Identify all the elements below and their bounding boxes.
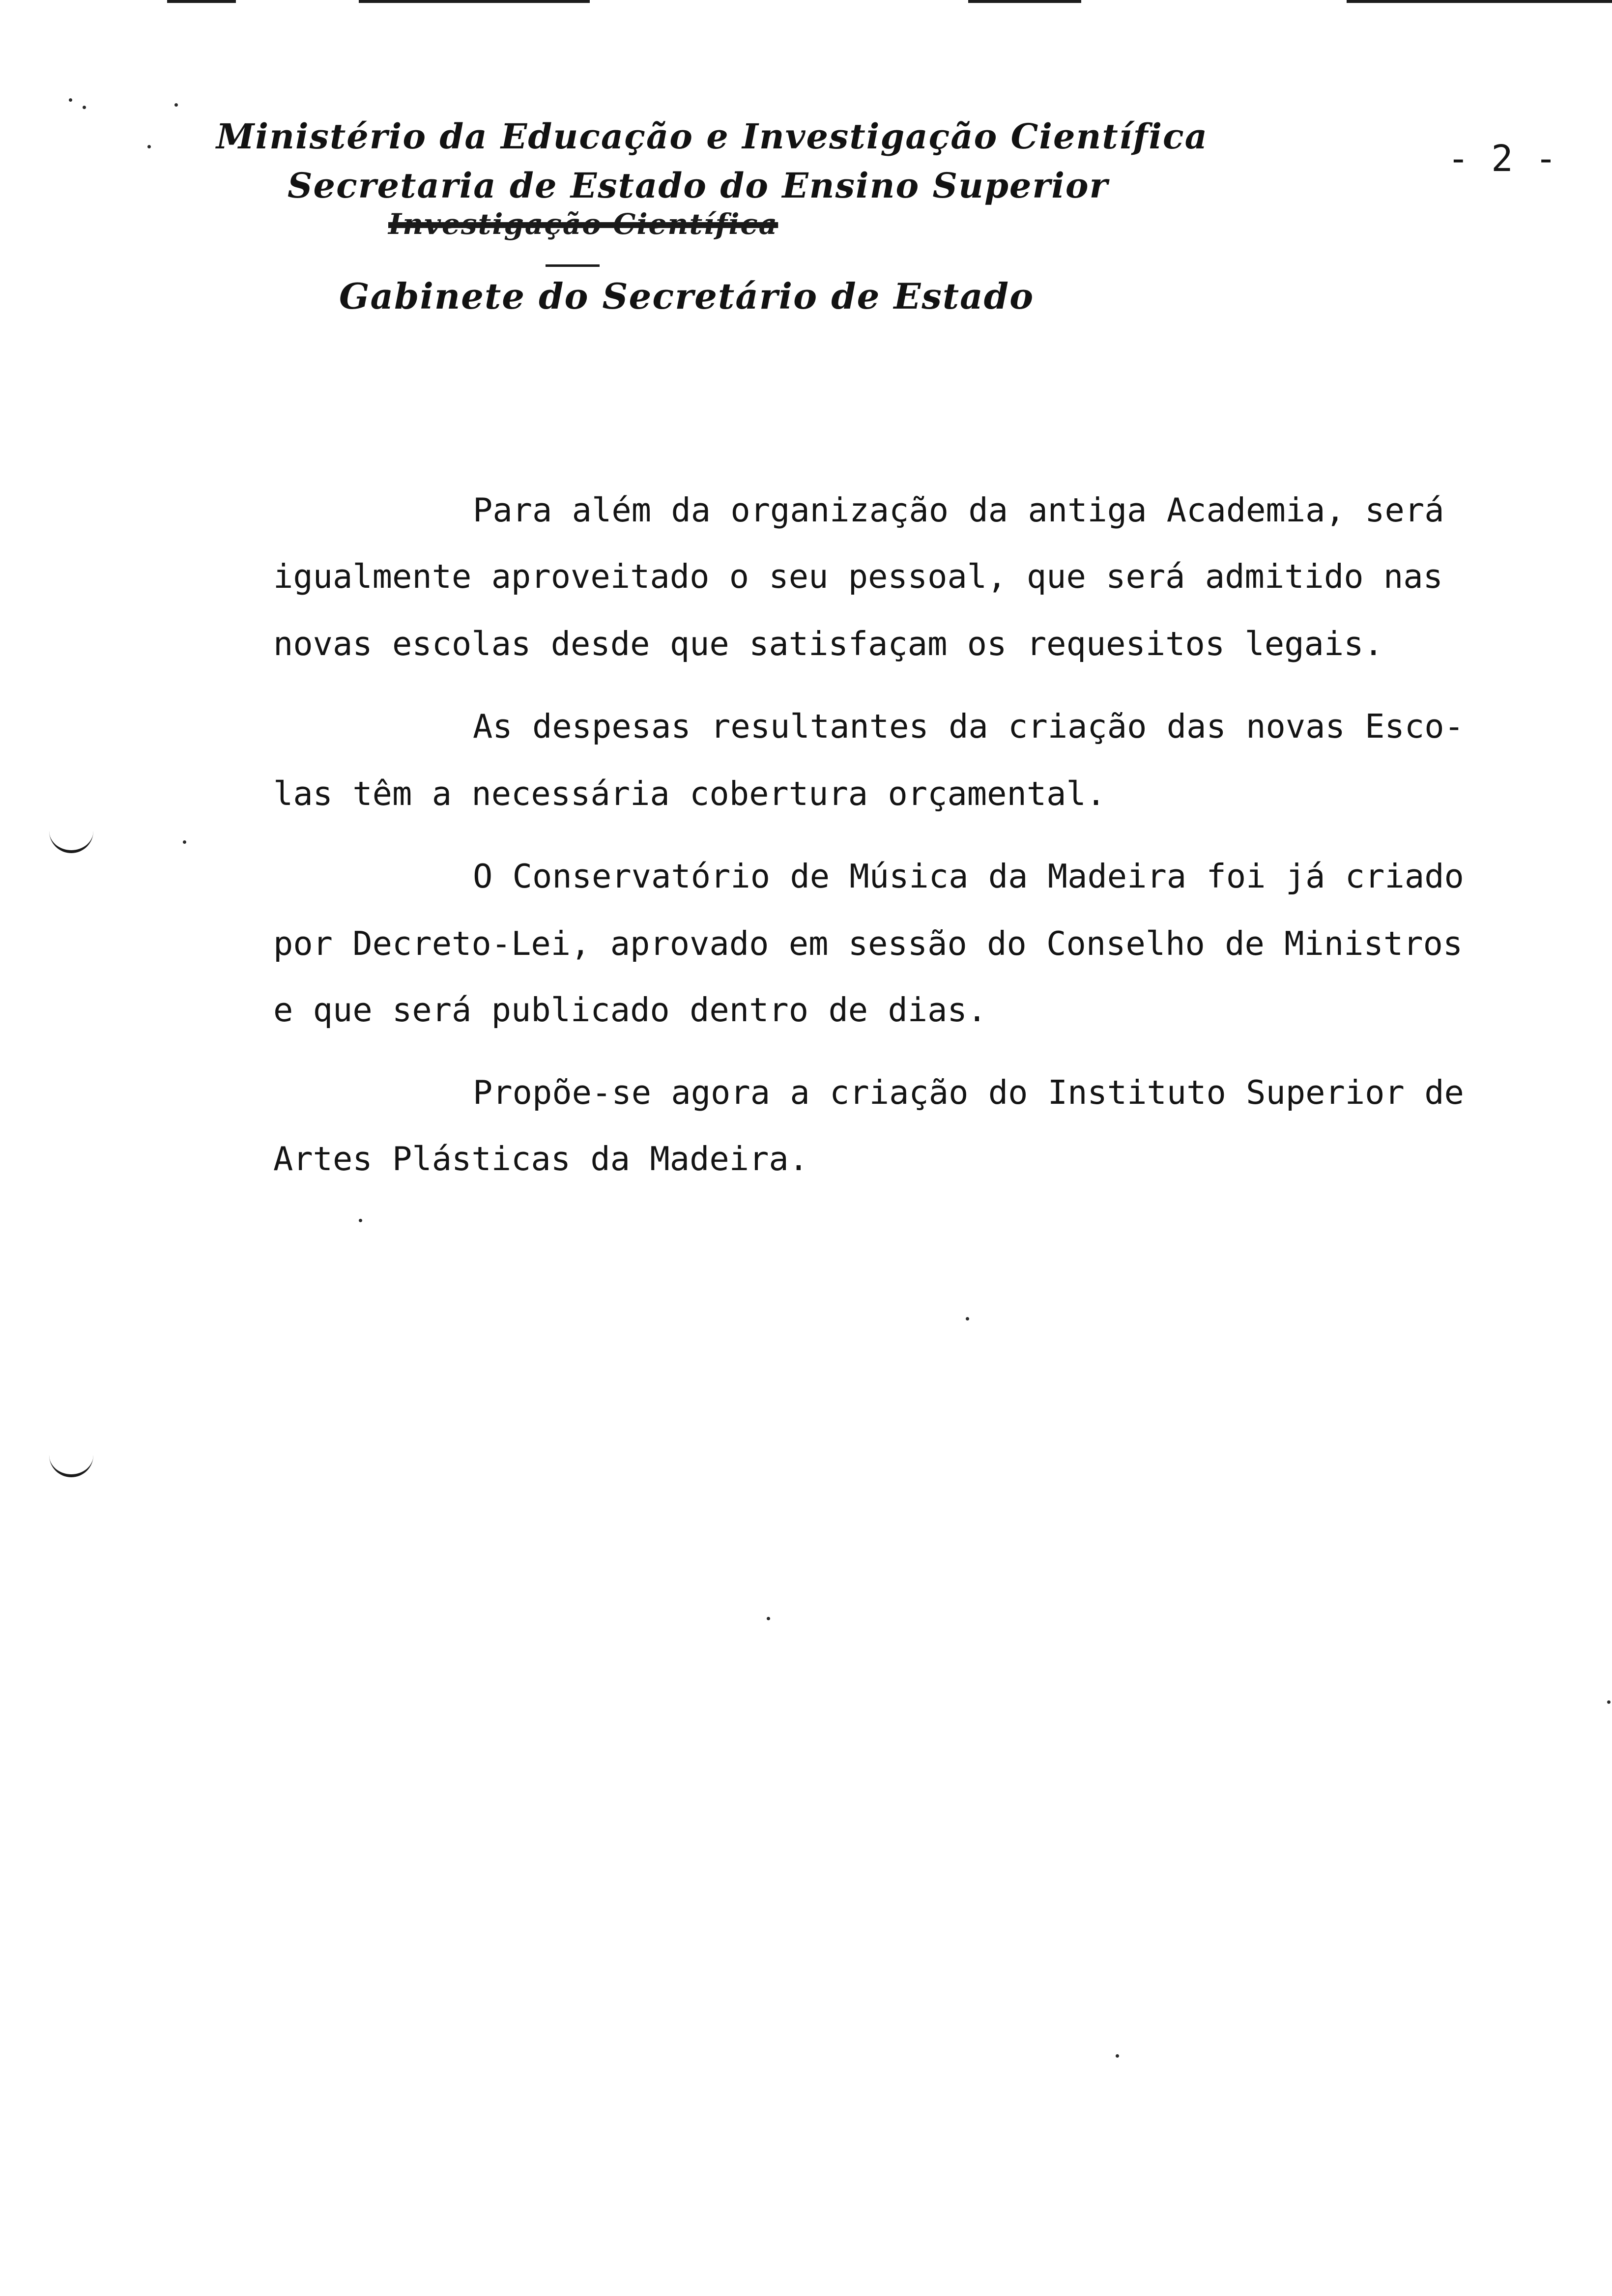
scan-speck: [147, 145, 151, 148]
scan-speck: [183, 840, 186, 844]
scan-speck: [767, 1617, 770, 1620]
body-line: las têm a necessária cobertura orçamental.: [273, 775, 1106, 813]
scan-speck: [83, 106, 86, 109]
body-line: novas escolas desde que satisfaçam os requesitos legais.: [273, 625, 1383, 663]
body-line: Artes Plásticas da Madeira.: [273, 1140, 809, 1178]
body-line: e que será publicado dentro de dias.: [273, 991, 987, 1029]
scan-speck: [1116, 2054, 1119, 2058]
margin-tick-mark: [49, 1455, 93, 1477]
body-line: Propõe-se agora a criação do Instituto Superior de: [473, 1073, 1464, 1112]
body-line: As despesas resultantes da criação das novas Esco-: [473, 707, 1464, 746]
body-line: O Conservatório de Música da Madeira foi já criado: [473, 857, 1464, 895]
scan-speck: [69, 98, 72, 102]
margin-tick-mark: [49, 831, 93, 853]
page-number: - 2 -: [1447, 138, 1557, 180]
scan-edge-mark: [1347, 0, 1612, 3]
body-line: igualmente aproveitado o seu pessoal, que será admitido nas: [273, 557, 1443, 596]
scan-speck: [359, 1219, 362, 1222]
letterhead-gabinete: Gabinete do Secretário de Estado: [339, 275, 1035, 317]
letterhead-struck-line: Investigação Científica: [388, 207, 778, 241]
scan-edge-mark: [167, 0, 236, 3]
letterhead-secretaria: Secretaria de Estado do Ensino Superior: [288, 165, 1109, 206]
scan-speck: [1607, 1700, 1611, 1704]
scan-speck: [966, 1317, 969, 1320]
letterhead-ministry: Ministério da Educação e Investigação Científica: [216, 116, 1209, 157]
scan-edge-mark: [968, 0, 1081, 3]
letterhead-divider: [546, 264, 600, 267]
scan-edge-mark: [359, 0, 590, 3]
body-line: por Decreto-Lei, aprovado em sessão do Conselho de Ministros: [273, 924, 1463, 963]
body-line: Para além da organização da antiga Academia, será: [473, 491, 1444, 529]
scan-speck: [174, 103, 178, 107]
